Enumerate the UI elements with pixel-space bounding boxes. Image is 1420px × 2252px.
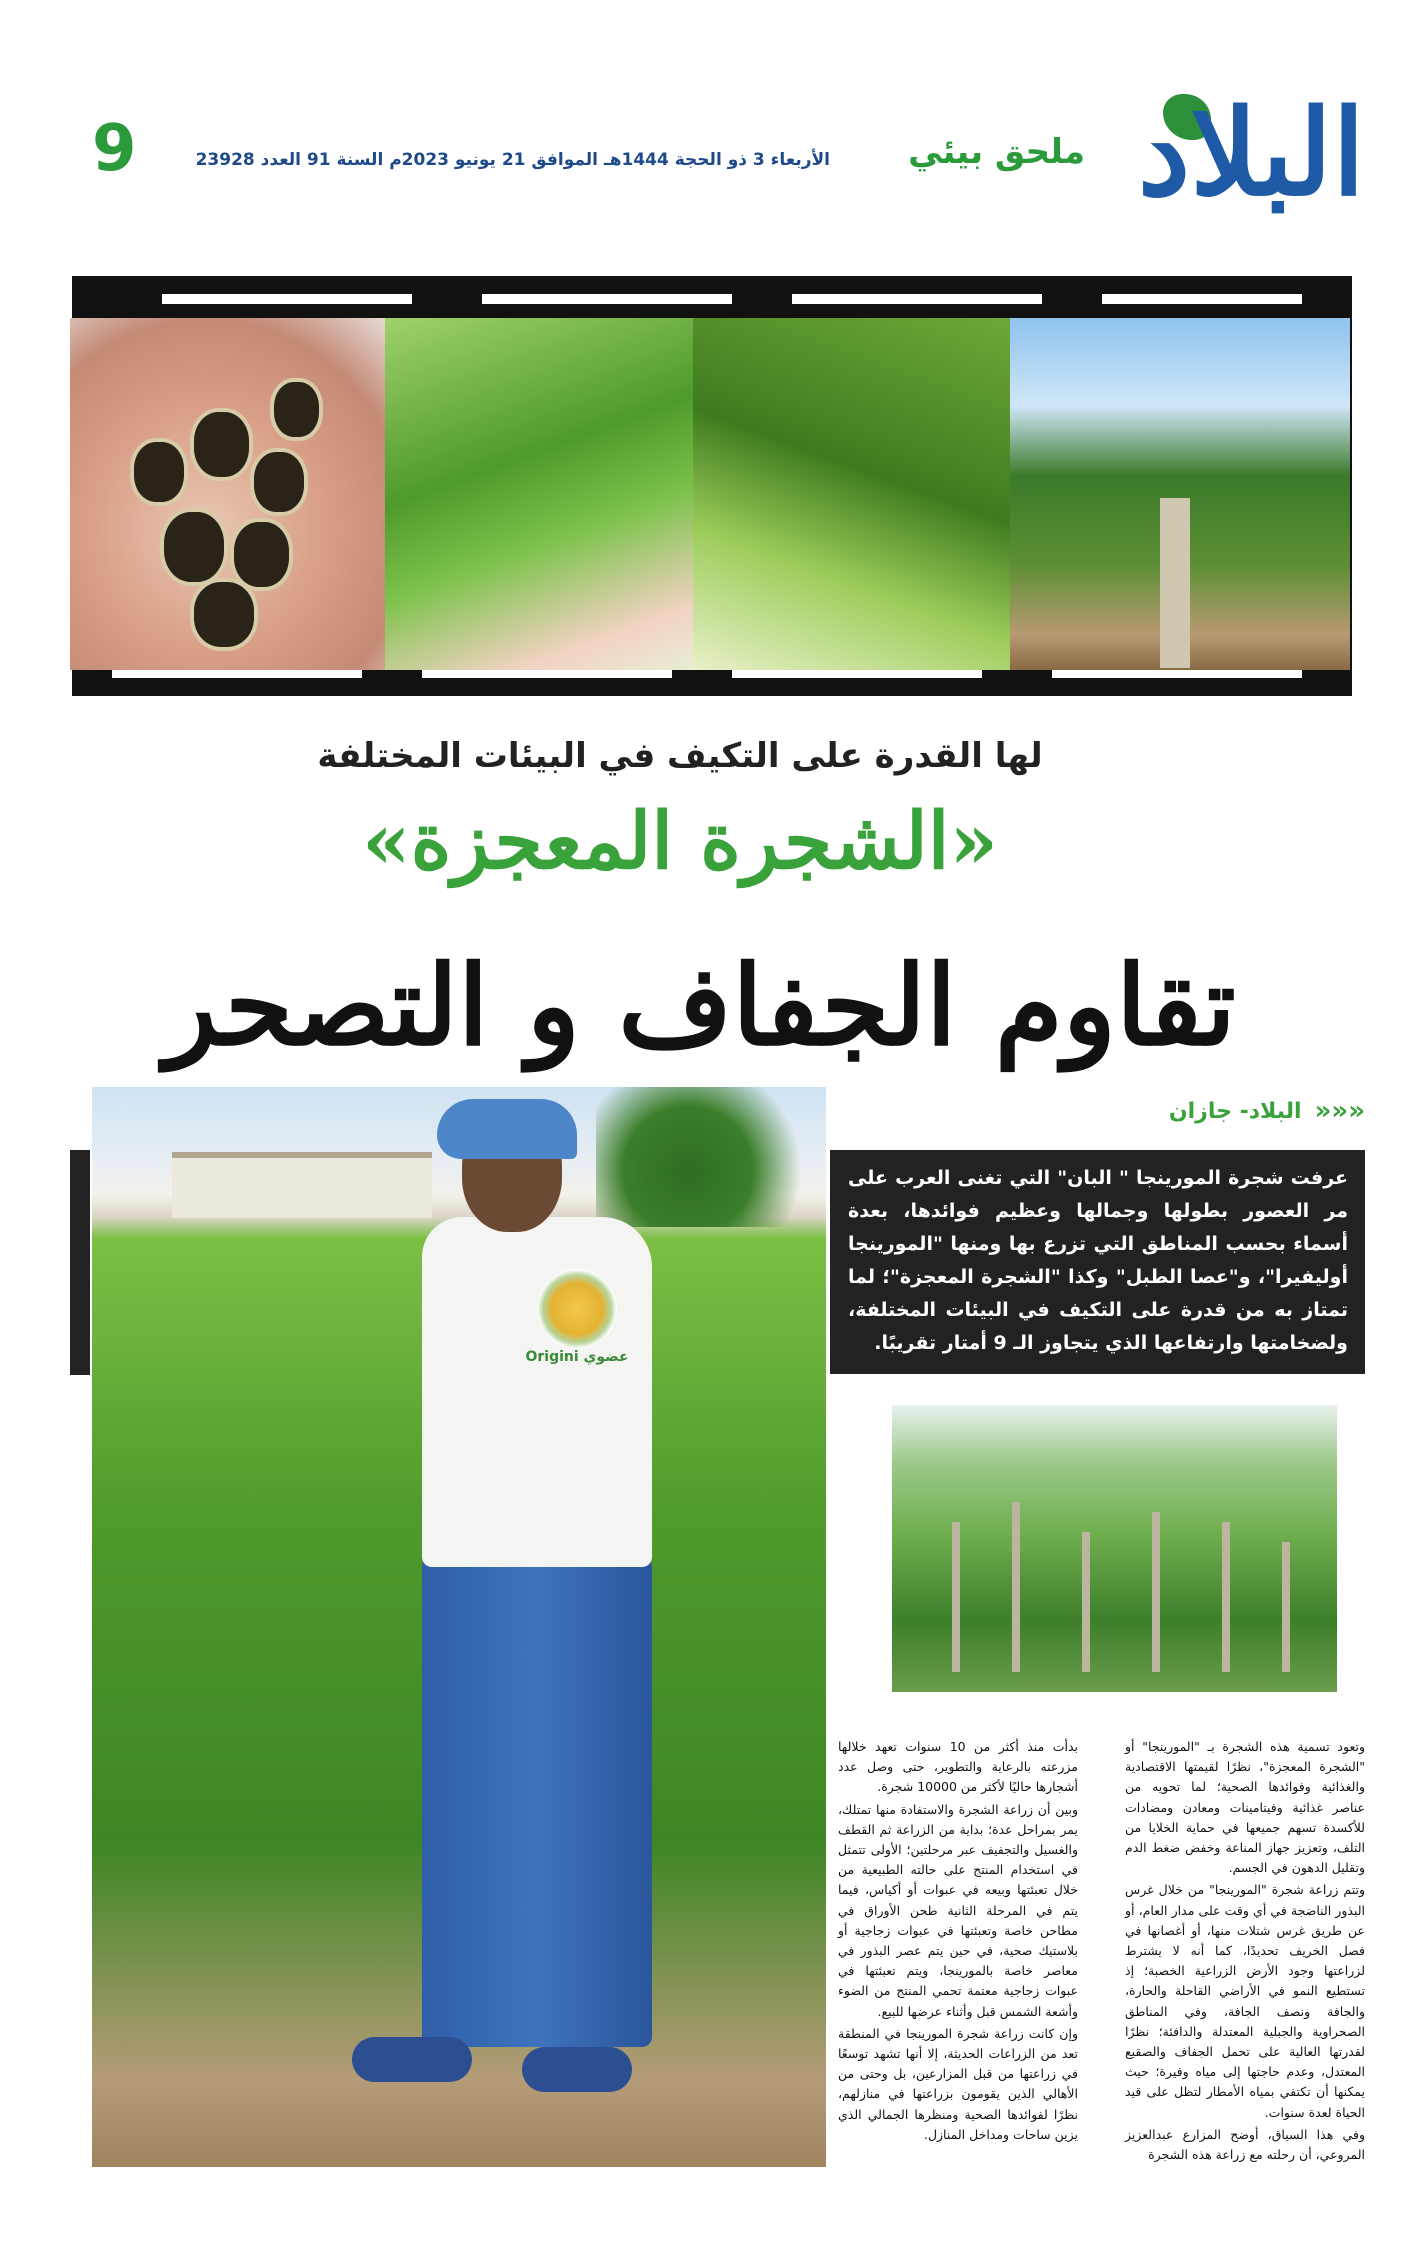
byline <box>860 1096 1365 1126</box>
intro-text: عرفت شجرة المورينجا " البان" التي تغنى العرب على مر العصور بطولها وجمالها وعظيم فوائدها، بعدة أسماء بحسب المناطق التي تزرع بها ومنها "المورينجا أوليفيرا"، و"عصا الطبل" وكذا "الشجرة المعجزة"؛ لما تمتاز به من قدرة على التكيف في البيئات المختلفة، ولضخامتها وارتفاعها الذي يتجاوز الـ 9 أمتار تقريبًا. <box>848 1167 1348 1354</box>
origini-logo-icon <box>537 1269 617 1349</box>
paragraph: وفي هذا السياق، أوضح المزارع عبدالعزيز المروعي، أن رحلته مع زراعة هذه الشجرة <box>1125 2126 1365 2163</box>
article-column-left <box>838 1737 1078 2147</box>
chevrons-icon: ««« <box>1314 1096 1365 1126</box>
photo-moringa-tree <box>1010 318 1350 670</box>
headline-title-main: تقاوم الجفاف و التصحر <box>164 941 1236 1070</box>
photo-moringa-leaves <box>385 318 715 670</box>
intro-left-bar <box>70 1150 90 1375</box>
paragraph: وإن كانت زراعة شجرة المورينجا في المنطقة تعد من الزراعات الحديثة، إلا أنها تشهد توسعًا في زراعتها من قبل المزارعين، بل وحتى من الأهالي الذين يقومون بزراعتها في منازلهم، نظرًا لفوائدها الصحية ومنظرها الجمالي الذي يزين ساحات ومداخل المنازل. <box>838 2025 1078 2142</box>
paragraph: بدأت منذ أكثر من 10 سنوات تعهد خلالها مزرعته بالرعاية والتطوير، حتى وصل عدد أشجارها حاليًا لأكثر من 10000 شجرة. <box>838 1739 1078 1795</box>
paragraph: وبين أن زراعة الشجرة والاستفادة منها تمتلك، يمر بمراحل عدة؛ بداية من الزراعة ثم القطف والغسيل والتجفيف عبر مرحلتين؛ الأولى تتمثل في استخدام المنتج على حالته الطبيعية من خلال تعبئتها وبيعه في عبوات أو أكياس، فيما يتم في المرحلة الثانية طحن الأوراق في مطاحن خاصة وتعبئتها في عبوات زجاجية أو بلاستيك صحية، في حين يتم عصر البذور في معاصر خاصة بالمورينجا، ويتم تعبئتها في عبوات زجاجية معتمة تحمي المنتج من الضوء وأشعة الشمس قبل وأثناء عرضها للبيع. <box>838 1801 1078 2019</box>
photo-moringa-grove <box>892 1405 1337 1692</box>
photo-moringa-seeds <box>70 318 410 670</box>
paragraph: وتتم زراعة شجرة "المورينجا" من خلال غرس البذور الناضجة في أي وقت على مدار العام، أو عن طريق غرس شتلات منها، أو أغصانها في فصل الخريف تحديدًا، كما أنه لا يشترط لزراعتها وجود الأرض الزراعية الخصبة؛ إذ تستطيع النمو في الأراضي القاحلة والحارة، والجافة ونصف الجافة، وفي المناطق الصحراوية والجبلية المعتدلة والدافئة؛ نظرًا لقدرتها العالية على تحمل الجفاف والصقيع المعتدل، وعدم حاجتها إلى مياه وفيرة؛ حيث يمكنها أن تكتفي بمياه الأمطار لتظل على قيد الحياة لعدة سنوات. <box>1125 1882 1365 2120</box>
photo-moringa-flowers <box>693 318 1033 670</box>
page-number: 9 <box>92 112 137 186</box>
paragraph: وتعود تسمية هذه الشجرة بـ "المورينجا" أو "الشجرة المعجزة"، نظرًا لقيمتها الاقتصادية والغذائية وفوائدها الصحية؛ لما تحويه من عناصر غذائية وفيتامينات ومعادن ومضادات للأكسدة تسهم جميعها في حماية الخلايا من التلف، وتعزيز جهاز المناعة وخفض ضغط الدم وتقليل الدهون في الجسم. <box>1125 1739 1365 1876</box>
article-column-right <box>1125 1737 1365 2167</box>
dateline: الأربعاء 3 ذو الحجة 1444هـ الموافق 21 يونيو 2023م السنة 91 العدد 23928 <box>195 150 830 170</box>
logo-text: البلاد <box>1137 83 1365 222</box>
byline-text: البلاد- جازان <box>1168 1098 1302 1124</box>
headline-title-green: «الشجرة المعجزة» <box>361 796 999 887</box>
supplement-label: ملحق بيئي <box>908 132 1085 172</box>
headline-kicker: لها القدرة على التكيف في البيئات المختلفة <box>317 736 1043 776</box>
photo-farmer-in-field <box>92 1087 826 2167</box>
newspaper-logo <box>1115 83 1365 228</box>
shirt-logo-text: Origini عضوي <box>525 1349 629 1365</box>
intro-box <box>830 1150 1365 1374</box>
